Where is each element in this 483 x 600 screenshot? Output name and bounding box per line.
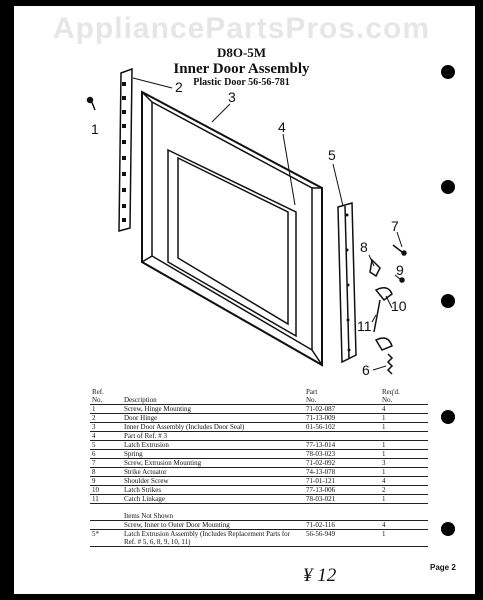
door-hinge-part — [119, 69, 132, 231]
table-row — [90, 405, 428, 414]
part-cell: 78-03-021 — [304, 495, 380, 504]
part-cell: 71-13-009 — [304, 414, 380, 423]
ref-cell: 8 — [90, 468, 122, 477]
desc-cell: Strike Actuator — [122, 468, 304, 477]
table-row — [90, 486, 428, 495]
callout-11: 11 — [357, 318, 372, 334]
ref-cell: 1 — [90, 405, 122, 414]
part-cell: 71-01-121 — [304, 477, 380, 486]
page-number: Page 2 — [430, 563, 456, 572]
req-cell: 4 — [380, 405, 428, 414]
watermark: AppliancePartsPros.com — [52, 12, 431, 45]
table-row — [90, 450, 428, 459]
desc-cell: Latch Strikes — [122, 486, 304, 495]
desc-cell: Inner Door Assembly (Includes Door Seal) — [122, 423, 304, 432]
req-cell: 1 — [380, 495, 428, 504]
req-cell: 4 — [380, 521, 428, 530]
table-row — [90, 441, 428, 450]
req-cell: 1 — [380, 468, 428, 477]
parts-rows — [90, 405, 428, 547]
ref-cell: 5* — [90, 530, 122, 547]
parts-table — [90, 388, 428, 547]
ref-cell: 2 — [90, 414, 122, 423]
table-row — [90, 530, 428, 547]
req-cell: 4 — [380, 477, 428, 486]
not-shown-heading: Items Not Shown — [122, 512, 304, 521]
table-row — [90, 477, 428, 486]
desc-cell: Screw, Hinge Mounting — [122, 405, 304, 414]
callout-10: 10 — [391, 298, 407, 314]
part-cell: 71-02-116 — [304, 521, 380, 530]
part-cell: 01-56-102 — [304, 423, 380, 432]
table-row — [90, 495, 428, 504]
hinge-screw-part — [88, 98, 96, 111]
req-cell: 1 — [380, 450, 428, 459]
req-cell: 1 — [380, 423, 428, 432]
ref-cell: 6 — [90, 450, 122, 459]
table-row — [90, 432, 428, 441]
callout-4: 4 — [278, 119, 286, 135]
callout-6: 6 — [362, 362, 370, 378]
ref-cell: 10 — [90, 486, 122, 495]
document-header — [0, 45, 483, 88]
req-cell: 1 — [380, 441, 428, 450]
desc-cell: Shoulder Screw — [122, 477, 304, 486]
callout-8: 8 — [360, 239, 368, 255]
part-cell — [304, 432, 380, 441]
callout-2: 2 — [175, 79, 183, 95]
part-cell: 78-03-023 — [304, 450, 380, 459]
col-desc-header: Description — [122, 388, 304, 405]
latch-extrusion-part — [338, 203, 356, 362]
part-cell: 71-02-092 — [304, 459, 380, 468]
not-shown-heading-row — [90, 512, 428, 521]
ref-cell: 5 — [90, 441, 122, 450]
ref-cell — [90, 521, 122, 530]
req-cell: 1 — [380, 414, 428, 423]
part-cell: 74-13-078 — [304, 468, 380, 477]
ref-cell: 11 — [90, 495, 122, 504]
table-header-row — [90, 388, 428, 405]
desc-cell: Latch Extrusion Assembly (Includes Replacement Parts for Ref. # 5, 6, 8, 9, 10, 11) — [122, 530, 304, 547]
desc-cell: Screw, Inner to Outer Door Mounting — [122, 521, 304, 530]
desc-cell: Spring — [122, 450, 304, 459]
ref-cell: 4 — [90, 432, 122, 441]
table-row — [90, 468, 428, 477]
ref-cell: 7 — [90, 459, 122, 468]
desc-cell: Screw, Extrusion Mounting — [122, 459, 304, 468]
inner-door-part — [142, 92, 322, 365]
handwritten-note: ¥ 12 — [303, 565, 337, 586]
callout-5: 5 — [328, 147, 336, 163]
desc-cell: Catch Linkage — [122, 495, 304, 504]
table-row — [90, 459, 428, 468]
callout-7: 7 — [391, 218, 399, 234]
callout-9: 9 — [396, 262, 404, 278]
table-row — [90, 423, 428, 432]
col-req-header: Req'd. No. — [380, 388, 428, 405]
part-cell: 56-56-949 — [304, 530, 380, 547]
part-cell: 71-02-087 — [304, 405, 380, 414]
table-row — [90, 414, 428, 423]
page-subtitle: Plastic Door 56-56-781 — [193, 77, 290, 88]
desc-cell: Latch Extrusion — [122, 441, 304, 450]
desc-cell: Door Hinge — [122, 414, 304, 423]
req-cell: 1 — [380, 530, 428, 547]
table-row — [90, 521, 428, 530]
req-cell: 3 — [380, 459, 428, 468]
ref-cell: 9 — [90, 477, 122, 486]
part-cell: 77-13-014 — [304, 441, 380, 450]
spacer-row — [90, 504, 428, 513]
page-title: Inner Door Assembly — [173, 61, 310, 77]
callout-1: 1 — [91, 121, 99, 137]
desc-cell: Part of Ref. # 3 — [122, 432, 304, 441]
req-cell: 2 — [380, 486, 428, 495]
callout-3: 3 — [228, 89, 236, 105]
ref-cell: 3 — [90, 423, 122, 432]
part-cell: 77-13-006 — [304, 486, 380, 495]
model-number: D8O-5M — [216, 45, 267, 60]
col-part-header: Part No. — [304, 388, 380, 405]
req-cell — [380, 432, 428, 441]
col-ref-header: Ref. No. — [90, 388, 122, 405]
